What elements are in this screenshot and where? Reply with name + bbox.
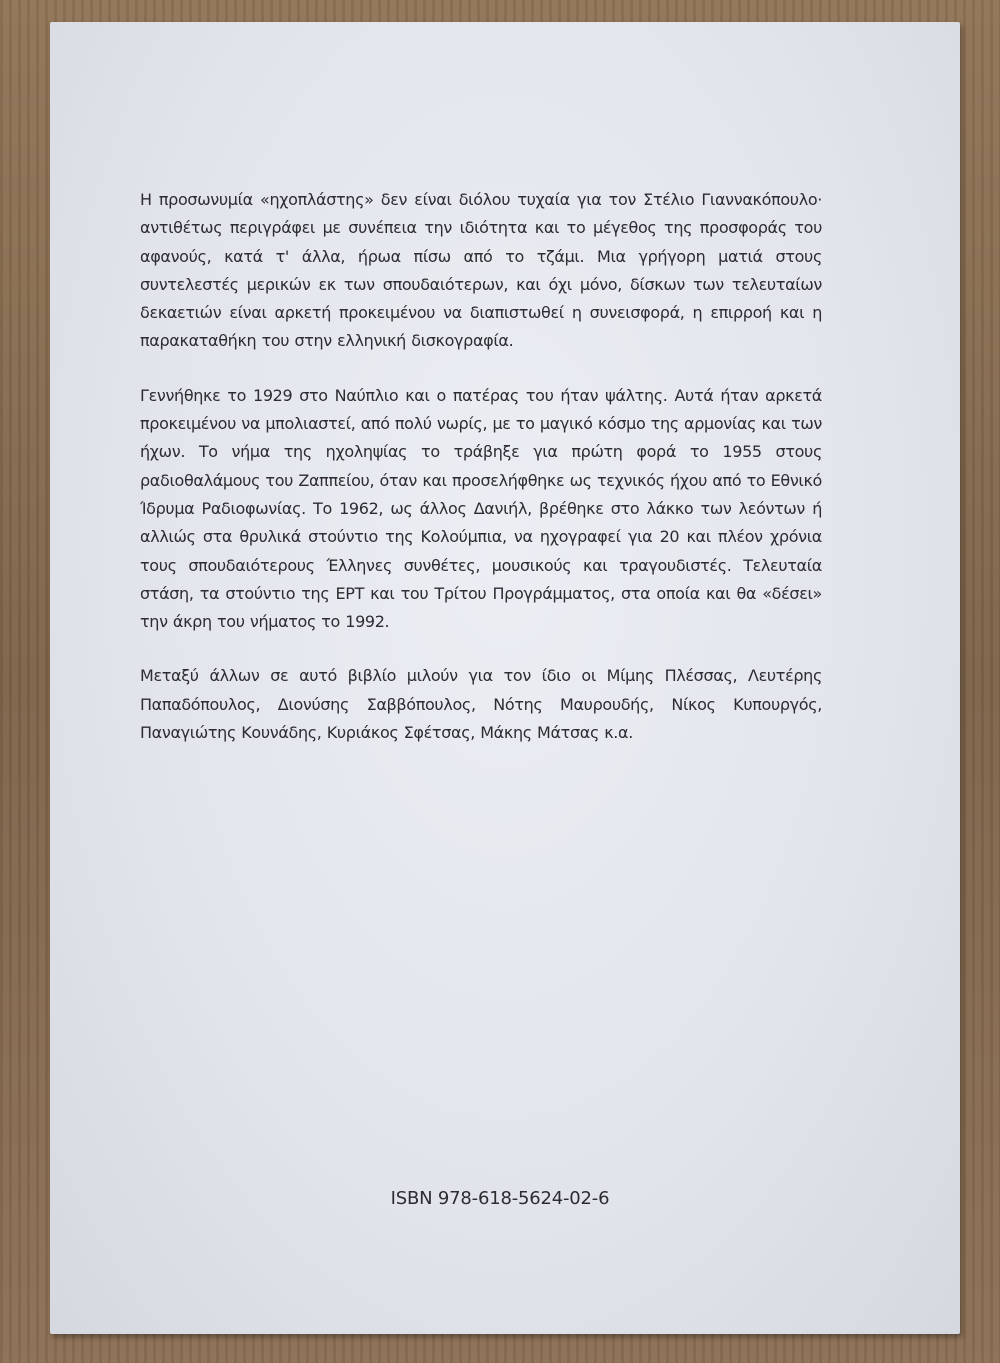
blurb-paragraph-biography: Γεννήθηκε το 1929 στο Ναύπλιο και ο πατέρας του ήταν ψάλτης. Αυτά ήταν αρκετά προκειμένου να μπολιαστεί, από πολύ νωρίς, με το μαγικό κόσμο της αρμονίας και των ήχων. Το νήμα της ηχοληψίας το τράβηξε για πρώτη φορά το 1955 στους ραδιοθαλάμους του Ζαππείου, όταν και προσελήφθηκε ως τεχνικός ήχου από το Εθνικό Ίδρυμα Ραδιοφωνίας. Το 1962, ως άλλος Δανιήλ, βρέθηκε στο λάκκο των λεόντων ή αλλιώς στα θρυλικά στούντιο της Κολούμπια, να ηχογραφεί για 20 και πλέον χρόνια τους σπουδαιότερους Έλληνες συνθέτες, μουσικούς και τραγουδιστές. Τελευταία στάση, τα στούντιο της ΕΡΤ και του Τρίτου Προγράμματος, στα οποία και θα «δέσει» την άκρη του νήματος το 1992. xyxy=(140,385,822,632)
blurb-paragraph-contributors: Μεταξύ άλλων σε αυτό βιβλίο μιλούν για τον ίδιο οι Μίμης Πλέσσας, Λευτέρης Παπαδόπουλος, Διονύσης Σαββόπουλος, Νότης Μαυρουδής, Νίκος Κυπουργός, Παναγιώτης Κουνάδης, Κυριάκος Σφέτσας, Μάκης Μάτσας κ.α. xyxy=(140,666,822,743)
isbn-number: ISBN 978-618-5624-02-6 xyxy=(390,1188,610,1209)
blurb-text xyxy=(140,186,822,747)
blurb-paragraph-intro: Η προσωνυμία «ηχοπλάστης» δεν είναι διόλου τυχαία για τον Στέλιο Γιαννακόπουλο· αντιθέτως περιγράφει με συνέπεια την ιδιότητα και το μέγεθος της προσφοράς του αφανούς, κατά τ' άλλα, ήρωα πίσω από το τζάμι. Μια γρήγορη ματιά στους συντελεστές μερικών εκ των σπουδαιότερων, και όχι μόνο, δίσκων των τελευταίων δεκαετιών είναι αρκετή προκειμένου να διαπιστωθεί η συνεισφορά, η επιρροή και η παρακαταθήκη του στην ελληνική δισκογραφία. xyxy=(140,190,822,351)
